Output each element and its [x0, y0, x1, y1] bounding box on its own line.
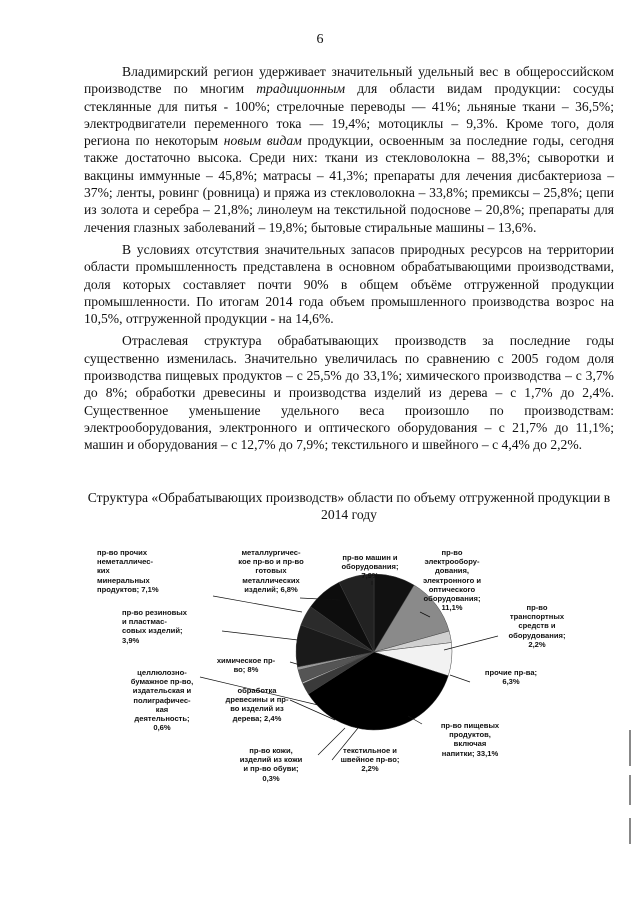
label-rubber: пр-во резиновых и пластмас- совых изделий; 3,9% [122, 608, 187, 645]
margin-mark-2 [629, 775, 631, 805]
label-transport: пр-во транспортных средств и оборудования; 2,2% [508, 603, 566, 649]
para1-emph-traditional: традиционным [256, 81, 346, 97]
para1-part1: Владимирский регион удерживает значительный удельный вес в общероссийском производстве по многим [84, 64, 614, 97]
label-other: прочие пр-ва; 6,3% [484, 668, 538, 687]
label-chemical: химическое пр- во; 8% [216, 656, 276, 675]
para1-part3: продукции, освоенным за последние годы, сегодня также достаточно высока. Среди них: ткани из стекловолокна – 88,3%; сыворотки и вакцины иммунные – 45,8%; матрасы – 41,3%; препараты для лечения дисбактериоза – 37%; ленты, ровинг (ровница) и пряжа из стекловолокна – 33,8%; премиксы – 25,8%; цепи из золота и серебра – 21,8%; линолеум на текстильной подоснове – 20,8%; препараты для лечения глазных заболеваний – 19,8%; бытовые стиральные машины – 13,6%. [84, 133, 614, 235]
label-leather: пр-во кожи, изделий из кожи и пр-во обуви; 0,3% [239, 746, 303, 783]
para1-emph-new: новым видам [223, 133, 302, 149]
para1-part2: для области видам продукции: сосуды стеклянные для питья - 100%; стрелочные переводы — 41%; льняные ткани – 36,5%; электродвигатели переменного тока — 19,4%; мотоциклы – 9,3%. Кроме того, доля региона по некоторым [84, 81, 615, 149]
paragraph-3: Отраслевая структура обрабатывающих производств за последние годы существенно изменилась. Значительно увеличилась по сравнению с 2005 годом доля производства пищевых продуктов – с 25,5% до 33,1%; химического производства – с 3,7% до 8%; обработки древесины и производства изделий из дерева – с 1,7% до 2,4%. Существенное уменьшение удельного веса произошло по производствам: электрооборудования, электронного и оптического оборудования – с 21,7% до 11,1%; машин и оборудования – с 12,7% до 7,9%; текстильного и швейного – с 4,4% до 2,2%. [84, 333, 614, 453]
label-machines: пр-во машин и оборудования; 7,9% [341, 553, 399, 581]
margin-mark-3 [629, 818, 631, 844]
label-wood: обработка древесины и пр- во изделий из дерева; 2,4% [225, 686, 289, 723]
label-paper: целлюлозно- бумажное пр-во, издательская и полиграфичес- кая деятельность; 0,6% [130, 668, 194, 733]
label-electro: пр-во электрообору- дования, электронного и оптического оборудования; 11,1% [422, 548, 482, 613]
label-food: пр-во пищевых продуктов, включая напитки; 33,1% [440, 721, 500, 758]
page-number: 6 [316, 32, 324, 47]
leader-line-textile [450, 675, 470, 682]
chart-title: Структура «Обрабатывающих производств» области по объему отгруженной продукции в 2014 году [87, 490, 611, 523]
leader-line-food [444, 636, 498, 650]
paragraph-2: В условиях отсутствия значительных запасов природных ресурсов на территории области промышленность представлена в основном обрабатывающими производствами, доля которых составляет почти 90% в общем объёме отгруженной продукции промышленности. По итогам 2014 года объем промышленного производства возрос на 10,5%, отгруженной продукции - на 14,6%. [84, 241, 614, 327]
margin-mark-1 [629, 730, 631, 766]
label-textile: текстильное и швейное пр-во; 2,2% [340, 746, 400, 774]
leader-line-metal [222, 631, 298, 640]
label-nonmetal: пр-во прочих неметалличес- ких минеральных продуктов; 7,1% [97, 548, 159, 594]
label-metal: металлургичес- кое пр-во и пр-во готовых металлических изделий; 6,8% [238, 548, 304, 594]
